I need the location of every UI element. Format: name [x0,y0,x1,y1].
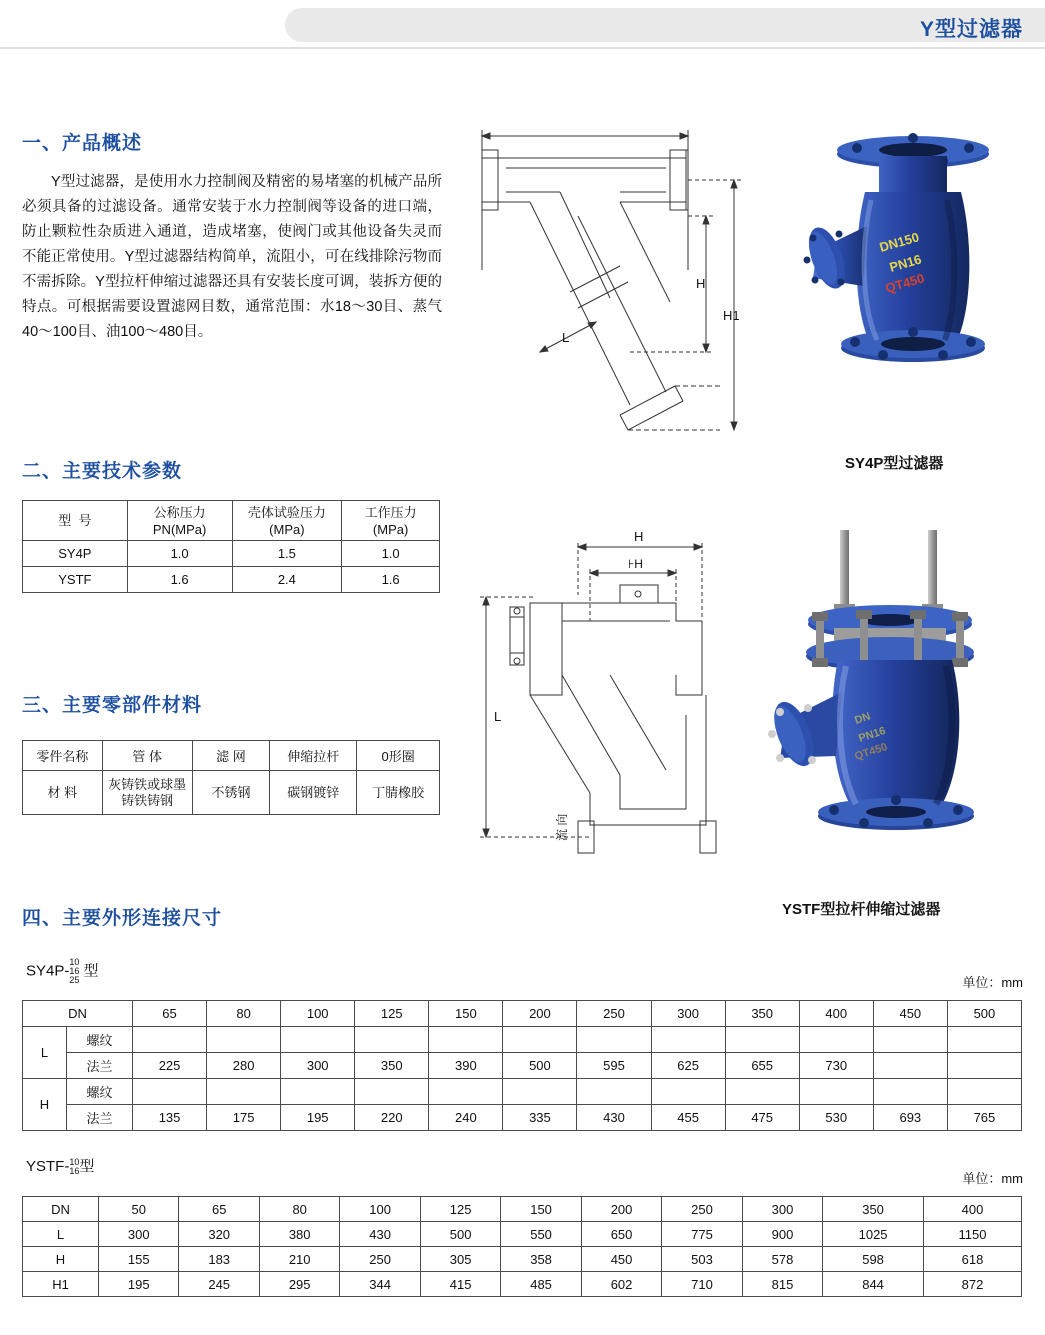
header-divider [0,47,1045,49]
sy4p-dn-value: 250 [577,1001,651,1027]
sy4p-model-fraction: 10 16 25 [69,957,80,985]
sy4p-cell: 220 [355,1105,429,1131]
sy4p-sub-thread: 螺纹 [67,1079,133,1105]
ystf-dn-value: 150 [501,1197,581,1222]
sy4p-cell: 730 [799,1053,873,1079]
material-header-screen: 滤 网 [192,741,270,771]
sy4p-model-suffix: 型 [83,962,99,980]
ystf-dn-value: 350 [823,1197,924,1222]
material-cell: 碳钢镀锌 [270,771,357,815]
ystf-row-label: H1 [23,1272,99,1297]
table-header-row [23,741,440,771]
table-row [23,771,440,815]
ystf-dn-label: DN [23,1197,99,1222]
ystf-unit-label: 单位：mm [962,1171,1023,1186]
sy4p-cell: 625 [651,1053,725,1079]
sy4p-cell [355,1079,429,1105]
material-cell: 丁腈橡胶 [357,771,440,815]
ystf-cell: 195 [99,1272,179,1297]
ystf-dn-value: 50 [99,1197,179,1222]
fig2-label-flow: 流 向 [555,813,569,841]
sy4p-cell [651,1027,725,1053]
table-row [23,1027,1022,1053]
param-cell: YSTF [23,567,128,593]
sy4p-model-text: SY4P- [26,962,70,980]
sy4p-model-label [26,958,99,985]
sy4p-cell [207,1027,281,1053]
ystf-cell: 775 [662,1222,742,1247]
sy4p-cell: 765 [947,1105,1021,1131]
sy4p-cell [947,1027,1021,1053]
table-row [23,1053,1022,1079]
sy4p-sub-flange: 法兰 [67,1105,133,1131]
ystf-cell: 503 [662,1247,742,1272]
param-cell: 1.6 [127,567,232,593]
ystf-cell: 415 [420,1272,500,1297]
ystf-line-drawing [470,525,780,875]
technical-parameters-table [22,500,440,593]
ystf-cell: 300 [99,1222,179,1247]
fig2-label-h1: ⊦H [628,557,643,571]
sy4p-sub-flange: 法兰 [67,1053,133,1079]
table-row [23,1079,1022,1105]
ystf-dn-value: 125 [420,1197,500,1222]
ystf-cell: 578 [742,1247,822,1272]
sy4p-product-photo [795,130,1030,430]
sy4p-cell: 175 [207,1105,281,1131]
section-title-overview: 一、产品概述 [22,133,143,154]
sy4p-dn-value: 200 [503,1001,577,1027]
sy4p-cell: 430 [577,1105,651,1131]
page-title: Y型过滤器 [919,18,1023,41]
sy4p-cell: 300 [281,1053,355,1079]
param-cell: 1.0 [342,541,440,567]
sy4p-cell [133,1027,207,1053]
ystf-cell: 485 [501,1272,581,1297]
section-title-materials: 三、主要零部件材料 [22,695,203,716]
param-cell: 2.4 [232,567,342,593]
sy4p-dn-value: 300 [651,1001,725,1027]
table-row [23,1247,1022,1272]
ystf-cell: 872 [923,1272,1021,1297]
ystf-cell: 550 [501,1222,581,1247]
sy4p-cell: 280 [207,1053,281,1079]
ystf-cell: 815 [742,1272,822,1297]
ystf-model-fraction: 10 16 [69,1157,80,1177]
sy4p-cell [947,1053,1021,1079]
sy4p-cell [503,1079,577,1105]
sy4p-cell [873,1053,947,1079]
materials-table [22,740,440,815]
sy4p-dn-value: 450 [873,1001,947,1027]
sy4p-group-l: L [23,1027,67,1079]
section-title-params: 二、主要技术参数 [22,461,183,482]
ystf-dn-value: 300 [742,1197,822,1222]
ystf-dn-value: 200 [581,1197,661,1222]
material-header-part: 零件名称 [23,741,103,771]
sy4p-cell [429,1079,503,1105]
ystf-cell: 844 [823,1272,924,1297]
section-title-dimensions: 四、主要外形连接尺寸 [22,908,223,929]
overview-paragraph: Y型过滤器，是使用水力控制阀及精密的易堵塞的机械产品所必须具备的过滤设备。通常安装于水力控制阀等设备的进口端，防止颗粒性杂质进入通道，造成堵塞，使阀门或其他设备失灵而不能正常使用。Y型过滤器结构简单，流阻小，可在线排除污物而不需拆除。Y型拉杆伸缩过滤器还具有安装长度可调，装拆方便的特点。可根据需要设置滤网目数，通常范围：水18～30目、蒸气40～100目、油100～480目。 [22,174,442,340]
sy4p-unit-label: 单位：mm [962,975,1023,990]
ystf-dimensions-table [22,1196,1022,1297]
sy4p-cell: 225 [133,1053,207,1079]
ystf-dn-value: 80 [259,1197,339,1222]
param-header-work: 工作压力 (MPa) [342,501,440,541]
sy4p-cell: 530 [799,1105,873,1131]
sy4p-cell: 693 [873,1105,947,1131]
sy4p-dn-value: 400 [799,1001,873,1027]
ystf-cell: 183 [179,1247,259,1272]
ystf-cell: 358 [501,1247,581,1272]
ystf-row-label: H [23,1247,99,1272]
sy4p-cell [725,1079,799,1105]
fig2-label-l: L [494,709,502,724]
ystf-cell: 344 [340,1272,420,1297]
ystf-cell: 500 [420,1222,500,1247]
photo2-mark-qt: QT450 [853,741,889,763]
ystf-model-suffix: 型 [79,1158,95,1175]
ystf-cell: 155 [99,1247,179,1272]
ystf-cell: 380 [259,1222,339,1247]
ystf-dn-value: 65 [179,1197,259,1222]
photo-mark-dn: DN150 [877,229,921,255]
sy4p-cell [725,1027,799,1053]
ystf-cell: 650 [581,1222,661,1247]
table-row [23,541,440,567]
sy4p-dn-value: 80 [207,1001,281,1027]
param-header-model: 型 号 [23,501,128,541]
material-cell: 不锈钢 [192,771,270,815]
ystf-dn-value: 100 [340,1197,420,1222]
param-cell: 1.6 [342,567,440,593]
ystf-dn-value: 400 [923,1197,1021,1222]
table-header-row [23,1197,1022,1222]
ystf-model-label [26,1155,94,1176]
sy4p-cell: 390 [429,1053,503,1079]
ystf-cell: 1025 [823,1222,924,1247]
table-row [23,567,440,593]
sy4p-cell [651,1079,725,1105]
sy4p-cell: 240 [429,1105,503,1131]
ystf-cell: 1150 [923,1222,1021,1247]
sy4p-dn-value: 500 [947,1001,1021,1027]
sy4p-cell [133,1079,207,1105]
fig2-label-h: H [634,529,644,544]
param-header-pn: 公称压力 PN(MPa) [127,501,232,541]
ystf-cell: 710 [662,1272,742,1297]
sy4p-group-h: H [23,1079,67,1131]
table-header-row [23,1001,1022,1027]
sy4p-cell [577,1027,651,1053]
ystf-cell: 210 [259,1247,339,1272]
sy4p-cell: 350 [355,1053,429,1079]
ystf-cell: 295 [259,1272,339,1297]
sy4p-cell [429,1027,503,1053]
material-header-body: 管 体 [102,741,192,771]
ystf-product-photo [760,520,1040,890]
ystf-cell: 602 [581,1272,661,1297]
figure1-caption: SY4P型过滤器 [845,455,944,472]
sy4p-cell [281,1027,355,1053]
ystf-row-label: L [23,1222,99,1247]
page-header [0,0,1045,48]
material-cell: 灰铸铁或球墨铸铁铸钢 [102,771,192,815]
sy4p-cell: 455 [651,1105,725,1131]
sy4p-cell [503,1027,577,1053]
sy4p-cell [281,1079,355,1105]
sy4p-cell: 195 [281,1105,355,1131]
ystf-cell: 450 [581,1247,661,1272]
sy4p-cell: 335 [503,1105,577,1131]
sy4p-dn-label: DN [23,1001,133,1027]
sy4p-cell: 595 [577,1053,651,1079]
sy4p-dn-value: 65 [133,1001,207,1027]
sy4p-cell: 500 [503,1053,577,1079]
param-cell: 1.5 [232,541,342,567]
table-row [23,1272,1022,1297]
sy4p-cell [947,1079,1021,1105]
sy4p-dimensions-table [22,1000,1022,1131]
fig1-label-h: H [696,276,706,291]
sy4p-cell [873,1027,947,1053]
sy4p-cell [799,1079,873,1105]
photo2-mark-pn: PN16 [857,724,888,745]
sy4p-cell [873,1079,947,1105]
ystf-model-text: YSTF- [26,1158,70,1175]
photo2-mark-dn: DN [853,710,873,727]
sy4p-cell [577,1079,651,1105]
material-row-label: 材 料 [23,771,103,815]
sy4p-line-drawing [470,120,800,460]
ystf-cell: 430 [340,1222,420,1247]
photo-mark-qt: QT450 [883,270,927,296]
sy4p-dn-value: 350 [725,1001,799,1027]
param-cell: SY4P [23,541,128,567]
table-row [23,1105,1022,1131]
ystf-cell: 598 [823,1247,924,1272]
sy4p-dn-value: 150 [429,1001,503,1027]
sy4p-cell [355,1027,429,1053]
param-header-test: 壳体试验压力 (MPa) [232,501,342,541]
sy4p-cell: 655 [725,1053,799,1079]
table-header-row [23,501,440,541]
photo-mark-pn: PN16 [887,251,924,275]
fig1-label-l: L [562,330,570,345]
sy4p-cell: 475 [725,1105,799,1131]
param-cell: 1.0 [127,541,232,567]
sy4p-dn-value: 125 [355,1001,429,1027]
table-row [23,1222,1022,1247]
sy4p-cell: 135 [133,1105,207,1131]
fig1-label-h1: H1 [723,308,740,323]
ystf-cell: 305 [420,1247,500,1272]
sy4p-cell [207,1079,281,1105]
sy4p-sub-thread: 螺纹 [67,1027,133,1053]
ystf-cell: 618 [923,1247,1021,1272]
sy4p-dn-value: 100 [281,1001,355,1027]
ystf-cell: 900 [742,1222,822,1247]
sy4p-cell [799,1027,873,1053]
ystf-dn-value: 250 [662,1197,742,1222]
ystf-cell: 245 [179,1272,259,1297]
figure2-caption: YSTF型拉杆伸缩过滤器 [782,901,941,918]
ystf-cell: 250 [340,1247,420,1272]
material-header-rod: 伸缩拉杆 [270,741,357,771]
ystf-cell: 320 [179,1222,259,1247]
material-header-oring: 0形圈 [357,741,440,771]
